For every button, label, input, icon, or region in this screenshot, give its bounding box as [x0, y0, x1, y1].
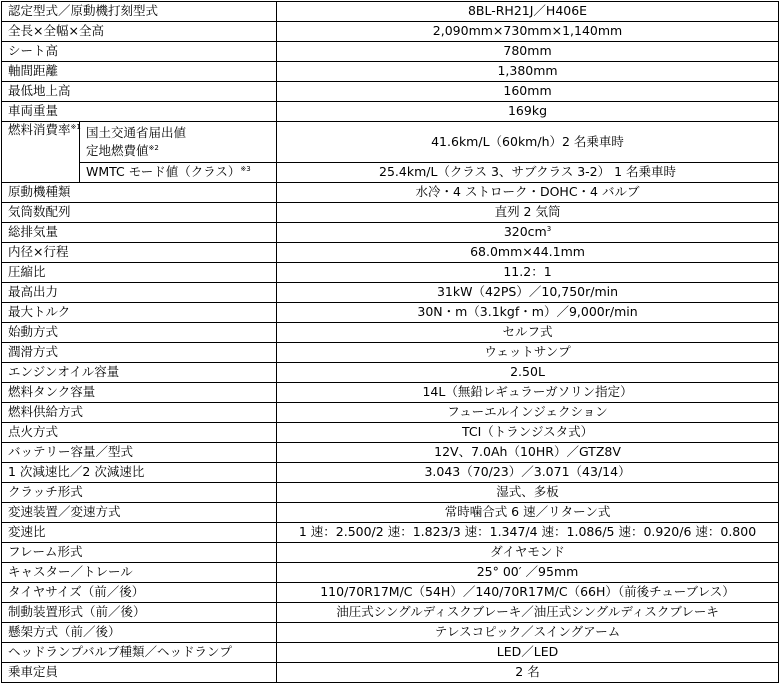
spec-label: タイヤサイズ（前／後）: [2, 583, 277, 603]
spec-row: [2, 643, 779, 663]
spec-label: 原動機種類: [2, 183, 277, 203]
spec-label: 認定型式／原動機打刻型式: [2, 2, 277, 22]
spec-value: 25° 00′ ／95mm: [277, 563, 779, 583]
fuel-consumption-label-cell: [2, 122, 80, 183]
spec-row: [2, 62, 779, 82]
spec-label: 懸架方式（前／後）: [2, 623, 277, 643]
fuel-consumption-note: ※1: [70, 123, 81, 131]
spec-table: [1, 1, 779, 683]
spec-row: [2, 243, 779, 263]
spec-label: 全長×全幅×全高: [2, 22, 277, 42]
spec-value: 常時噛合式 6 速／リターン式: [277, 503, 779, 523]
fuel-row-wmtc: [2, 163, 779, 183]
spec-row: [2, 2, 779, 22]
spec-value: 11.2：1: [277, 263, 779, 283]
fuel-consumption-group: [2, 122, 779, 183]
spec-label: 圧縮比: [2, 263, 277, 283]
spec-value: 169kg: [277, 102, 779, 122]
spec-value: 直列 2 気筒: [277, 203, 779, 223]
spec-label: 燃料タンク容量: [2, 383, 277, 403]
spec-label: ヘッドランプバルブ種類／ヘッドランプ: [2, 643, 277, 663]
spec-label: 始動方式: [2, 323, 277, 343]
spec-value: 1 速：2.500/2 速：1.823/3 速：1.347/4 速：1.086/5 速：0.920/6 速：0.800: [277, 523, 779, 543]
spec-label: 車両重量: [2, 102, 277, 122]
spec-label: 乗車定員: [2, 663, 277, 683]
spec-row: [2, 303, 779, 323]
spec-value: [277, 223, 779, 243]
fuel-official-value: 41.6km/L（60km/h）2 名乗車時: [277, 122, 779, 163]
spec-row: [2, 503, 779, 523]
spec-row: [2, 403, 779, 423]
spec-row: [2, 283, 779, 303]
spec-label: 最大トルク: [2, 303, 277, 323]
spec-value: フューエルインジェクション: [277, 403, 779, 423]
fuel-wmtc-note: ※3: [240, 165, 251, 174]
spec-label: シート高: [2, 42, 277, 62]
spec-row: [2, 423, 779, 443]
spec-row: [2, 623, 779, 643]
spec-row: [2, 463, 779, 483]
spec-row: [2, 323, 779, 343]
spec-value: 30N・m（3.1kgf・m）／9,000r/min: [277, 303, 779, 323]
spec-value: 12V、7.0Ah（10HR）／GTZ8V: [277, 443, 779, 463]
spec-label: 気筒数配列: [2, 203, 277, 223]
fuel-consumption-label: 燃料消費率: [8, 122, 71, 137]
spec-value: 2.50L: [277, 363, 779, 383]
spec-row: [2, 22, 779, 42]
spec-value-superscript: 3: [546, 225, 552, 234]
fuel-official-label-cell: [80, 122, 277, 163]
spec-row: [2, 563, 779, 583]
spec-row: [2, 263, 779, 283]
spec-value: 水冷・4 ストローク・DOHC・4 バルブ: [277, 183, 779, 203]
spec-label: 変速装置／変速方式: [2, 503, 277, 523]
spec-value: 31kW（42PS）／10,750r/min: [277, 283, 779, 303]
spec-label: 1 次減速比／2 次減速比: [2, 463, 277, 483]
spec-value: LED／LED: [277, 643, 779, 663]
spec-value: 780mm: [277, 42, 779, 62]
spec-value: テレスコピック／スイングアーム: [277, 623, 779, 643]
spec-value: 2 名: [277, 663, 779, 683]
spec-label: 軸間距離: [2, 62, 277, 82]
spec-table-body-bottom: [2, 183, 779, 683]
fuel-wmtc-value: 25.4km/L（クラス 3、サブクラス 3-2） 1 名乗車時: [277, 163, 779, 183]
fuel-official-note: ※2: [148, 144, 159, 152]
spec-label: 潤滑方式: [2, 343, 277, 363]
spec-label: クラッチ形式: [2, 483, 277, 503]
fuel-official-label-line1: 国土交通省届出値: [86, 124, 187, 140]
spec-row: [2, 603, 779, 623]
spec-value: 1,380mm: [277, 62, 779, 82]
spec-row: [2, 223, 779, 243]
spec-row: [2, 663, 779, 683]
spec-row: [2, 343, 779, 363]
spec-label: 燃料供給方式: [2, 403, 277, 423]
spec-row: [2, 82, 779, 102]
spec-label: 変速比: [2, 523, 277, 543]
spec-label: キャスター／トレール: [2, 563, 277, 583]
spec-row: [2, 183, 779, 203]
spec-value: セルフ式: [277, 323, 779, 343]
spec-label: 制動装置形式（前／後）: [2, 603, 277, 623]
spec-value: 2,090mm×730mm×1,140mm: [277, 22, 779, 42]
spec-row: [2, 102, 779, 122]
spec-label: 内径×行程: [2, 243, 277, 263]
fuel-official-label-line2: 定地燃費値: [86, 143, 149, 158]
spec-row: [2, 363, 779, 383]
spec-value: ウェットサンプ: [277, 343, 779, 363]
spec-label: エンジンオイル容量: [2, 363, 277, 383]
spec-value: 油圧式シングルディスクブレーキ／油圧式シングルディスクブレーキ: [277, 603, 779, 623]
spec-value: 湿式、多板: [277, 483, 779, 503]
spec-row: [2, 443, 779, 463]
spec-table-body-top: [2, 2, 779, 122]
spec-value: TCI（トランジスタ式）: [277, 423, 779, 443]
spec-label: バッテリー容量／型式: [2, 443, 277, 463]
spec-row: [2, 203, 779, 223]
spec-label: フレーム形式: [2, 543, 277, 563]
spec-label: 最高出力: [2, 283, 277, 303]
spec-value: 14L（無鉛レギュラーガソリン指定）: [277, 383, 779, 403]
fuel-wmtc-label: WMTC モード値（クラス）: [86, 164, 241, 180]
spec-row: [2, 543, 779, 563]
spec-value: 8BL-RH21J／H406E: [277, 2, 779, 22]
spec-row: [2, 42, 779, 62]
spec-row: [2, 483, 779, 503]
fuel-wmtc-label-cell: [80, 163, 277, 183]
spec-row: [2, 583, 779, 603]
spec-value: 3.043（70/23）／3.071（43/14）: [277, 463, 779, 483]
spec-label: 総排気量: [2, 223, 277, 243]
spec-label: 点火方式: [2, 423, 277, 443]
spec-value-text: 320cm: [503, 224, 547, 240]
spec-row: [2, 383, 779, 403]
fuel-row-official: [2, 122, 779, 163]
spec-row: [2, 523, 779, 543]
spec-value: 68.0mm×44.1mm: [277, 243, 779, 263]
spec-value: 160mm: [277, 82, 779, 102]
spec-label: 最低地上高: [2, 82, 277, 102]
spec-value: ダイヤモンド: [277, 543, 779, 563]
spec-value: 110/70R17M/C（54H）／140/70R17M/C（66H）（前後チューブレス）: [277, 583, 779, 603]
